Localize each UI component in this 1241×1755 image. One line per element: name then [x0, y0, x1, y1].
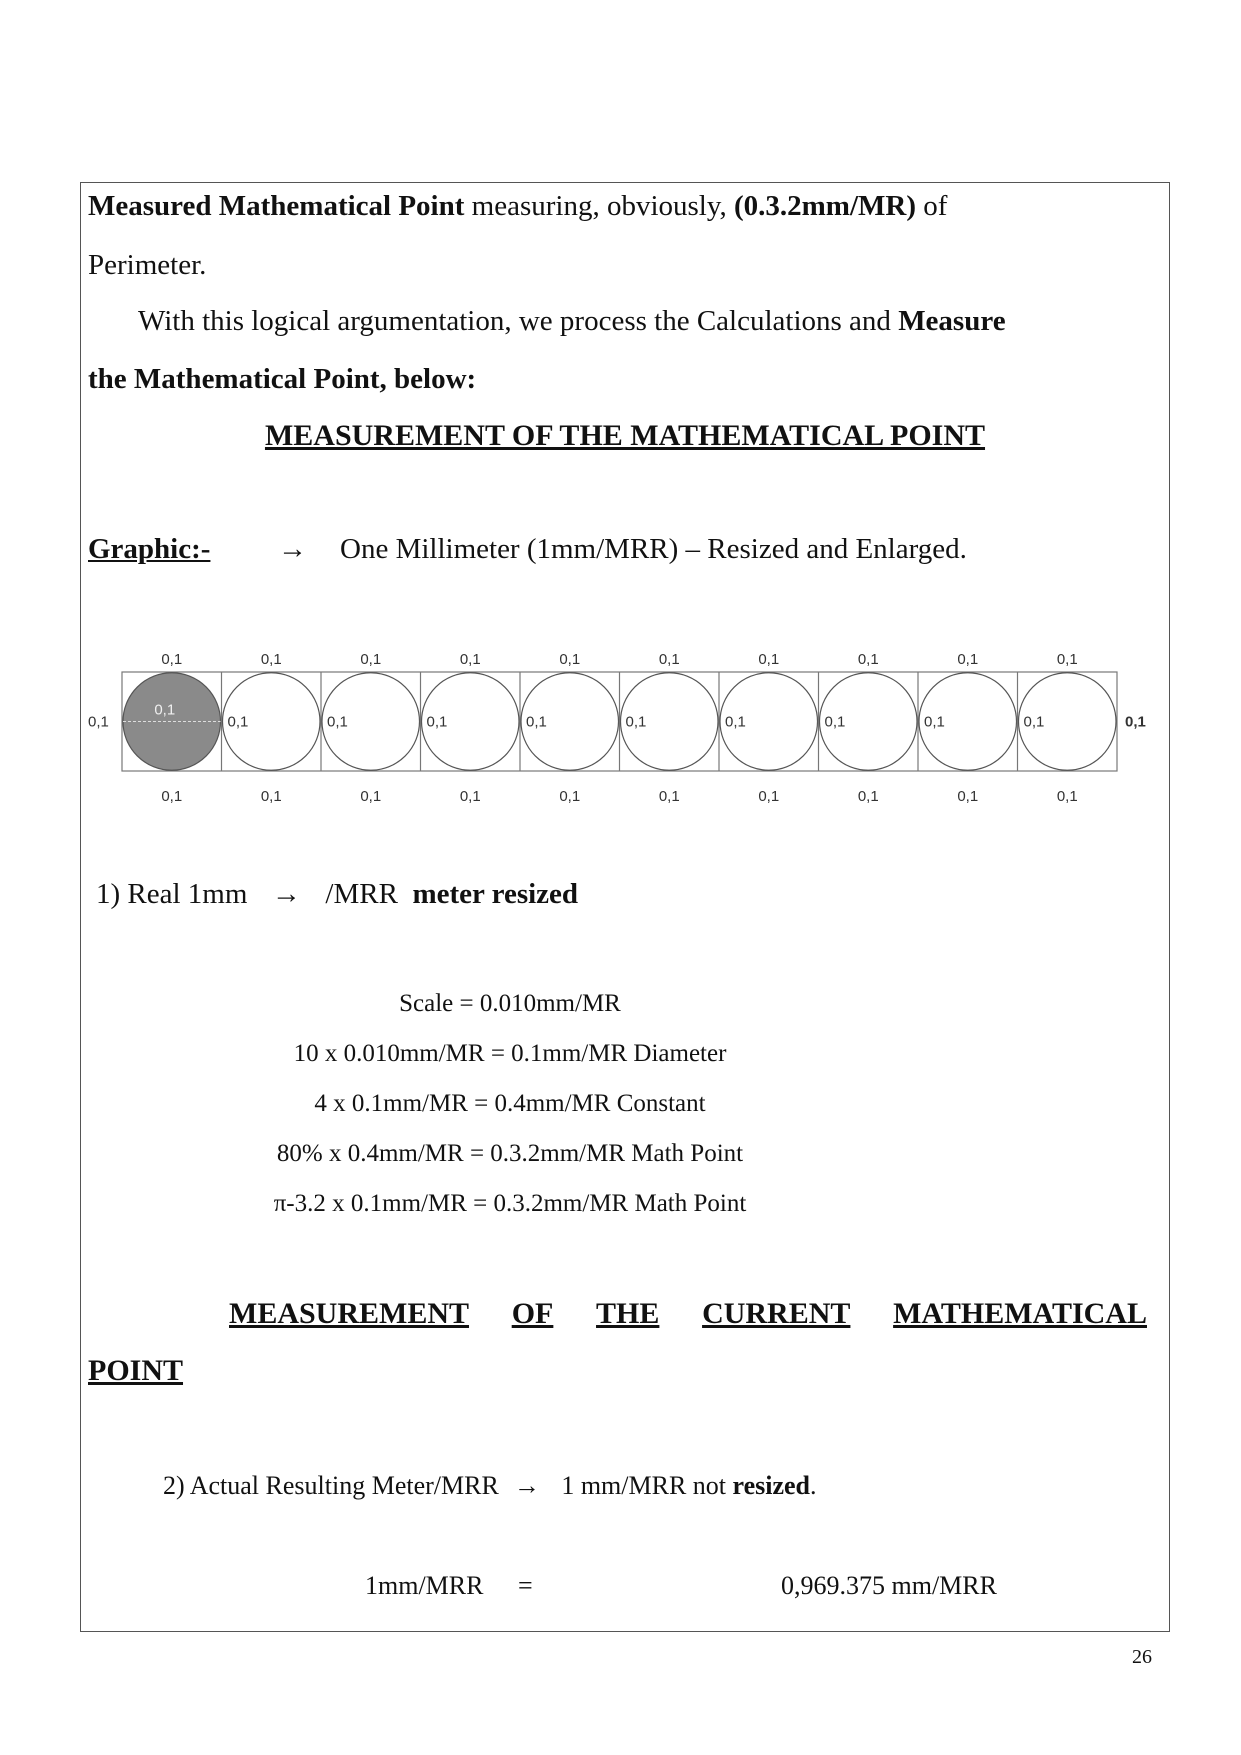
diagram-left-label: 0,1 [88, 713, 109, 731]
heading2-word-3: THE [596, 1297, 660, 1330]
diagram-top-label: 0,1 [161, 651, 183, 668]
heading2-word-5: MATHEMATICAL [893, 1297, 1147, 1330]
diagram-top-label: 0,1 [1056, 651, 1078, 668]
equation-rhs: 0,969.375 mm/MRR [781, 1571, 997, 1600]
diagram-bottom-label: 0,1 [459, 788, 481, 805]
diagram-bottom-label: 0,1 [559, 788, 581, 805]
diagram-right-label: 0,1 [1125, 713, 1146, 731]
diagram-bottom-label: 0,1 [957, 788, 979, 805]
heading2-word-2: OF [511, 1297, 554, 1330]
diagram-bottom-label: 0,1 [758, 788, 780, 805]
intro-text-end: of [916, 190, 948, 222]
step1-mrr: /MRR [325, 878, 398, 910]
intro-bold-term: Measured Mathematical Point [88, 190, 465, 222]
diagram-top-label: 0,1 [459, 651, 481, 668]
diagram-inner-label: 0,1 [1023, 713, 1045, 731]
step2-text2: 1 mm/MRR not [554, 1471, 733, 1500]
intro-text: measuring, obviously, [464, 190, 734, 222]
step1-text: 1) Real 1mm [96, 878, 248, 910]
step2-bold: resized [732, 1471, 811, 1500]
step2-end: . [810, 1471, 817, 1500]
diagram-inner-label: 0,1 [625, 713, 647, 731]
diagram-inner-label: 0,1 [227, 713, 249, 731]
diagram-top-label: 0,1 [260, 651, 282, 668]
step1-bold: meter resized [412, 878, 579, 910]
step1-line [96, 878, 578, 911]
heading2-word-6: POINT [88, 1354, 184, 1387]
heading-measurement-math-point: MEASUREMENT OF THE MATHEMATICAL POINT [264, 419, 986, 452]
step2-arrow-icon: → [513, 1471, 540, 1500]
arrow-icon: → [278, 533, 307, 565]
intro-line-4: the Mathematical Point, below: [88, 363, 477, 395]
diagram-top-label: 0,1 [758, 651, 780, 668]
step2-line [163, 1471, 817, 1501]
diagram-inner-label: 0,1 [725, 713, 746, 731]
step2-text: 2) Actual Resulting Meter/MRR [163, 1471, 499, 1500]
graphic-label: Graphic:- [88, 533, 211, 565]
diagram-top-label: 0,1 [957, 651, 979, 668]
math-line-5: π-3.2 x 0.1mm/MR = 0.3.2mm/MR Math Point [273, 1190, 747, 1217]
diagram-inner-label: 0,1 [824, 713, 846, 731]
math-line-4: 80% x 0.4mm/MR = 0.3.2mm/MR Math Point [276, 1140, 744, 1167]
diagram-top-label: 0,1 [360, 651, 382, 668]
math-line-1: Scale = 0.010mm/MR [399, 990, 621, 1017]
diagram-bottom-label: 0,1 [260, 788, 282, 805]
intro-line-2: Perimeter. [88, 249, 207, 281]
math-line-2: 10 x 0.010mm/MR = 0.1mm/MR Diameter [293, 1040, 727, 1067]
diagram-inner-label: 0,1 [426, 713, 448, 731]
diagram-bottom-label: 0,1 [161, 788, 183, 805]
step1-arrow-icon: → [271, 878, 301, 910]
intro-line-3-bold: Measure [898, 305, 1006, 337]
millimeter-diagram [80, 640, 1160, 810]
diagram-top-label: 0,1 [559, 651, 581, 668]
equation-equals: = [518, 1571, 533, 1600]
diagram-top-label: 0,1 [857, 651, 879, 668]
intro-bold-value: (0.3.2mm/MR) [733, 190, 916, 222]
graphic-label-line [88, 533, 967, 566]
diagram-top-label: 0,1 [658, 651, 680, 668]
heading2-word-4: CURRENT [702, 1297, 851, 1330]
graphic-caption: One Millimeter (1mm/MRR) – Resized and Enlarged. [340, 533, 967, 565]
heading2-word-1: MEASUREMENT [229, 1297, 470, 1330]
diagram-bottom-label: 0,1 [1056, 788, 1078, 805]
diagram-inner-label: 0,1 [327, 713, 348, 731]
diagram-bottom-label: 0,1 [658, 788, 680, 805]
heading-current-math-point [229, 1297, 1147, 1331]
page-number: 26 [1132, 1646, 1152, 1668]
intro-line-3 [138, 305, 1006, 338]
diagram-inner-label: 0,1 [924, 713, 945, 731]
equation-lhs: 1mm/MRR [365, 1571, 484, 1600]
diagram-bottom-label: 0,1 [360, 788, 382, 805]
diagram-inner-label: 0,1 [526, 713, 547, 731]
math-line-3: 4 x 0.1mm/MR = 0.4mm/MR Constant [314, 1090, 706, 1117]
intro-line-1 [88, 190, 947, 223]
diagram-inner-label: 0,1 [154, 701, 176, 719]
diagram-bottom-label: 0,1 [857, 788, 879, 805]
intro-line-3-text: With this logical argumentation, we process the Calculations and [138, 305, 899, 337]
